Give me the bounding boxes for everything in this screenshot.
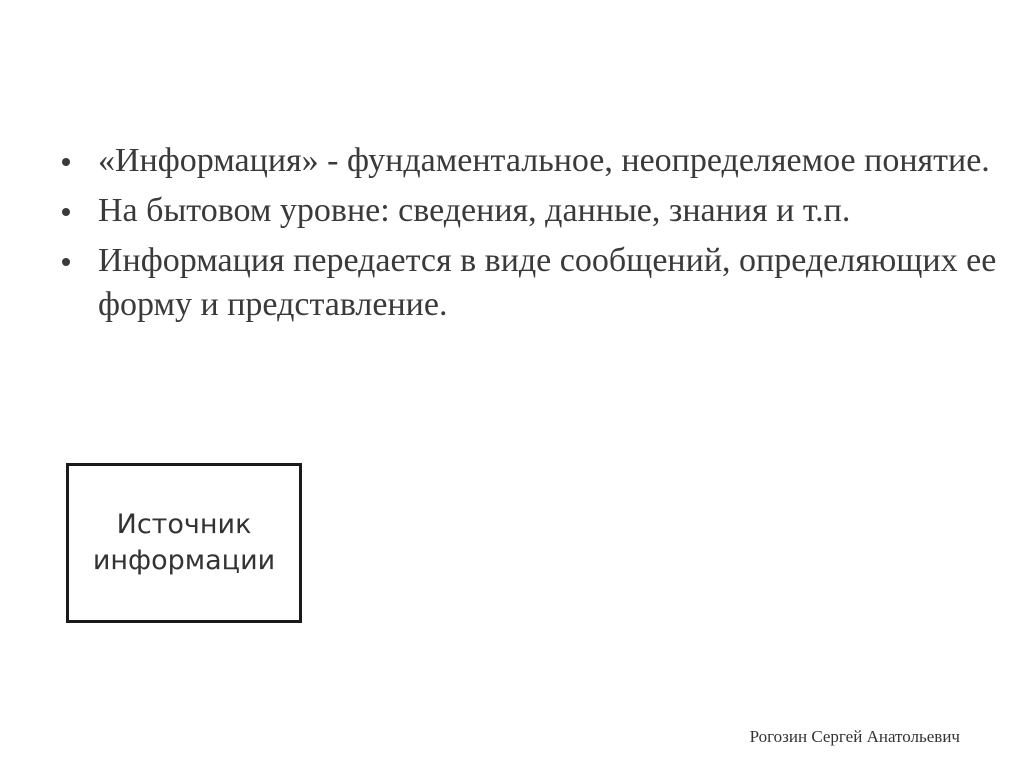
information-source-label: Источник информации bbox=[92, 509, 276, 576]
bullet-item bbox=[58, 139, 998, 183]
bullet-list bbox=[58, 139, 998, 333]
bullet-item bbox=[58, 239, 998, 327]
bullet-text: Информация передается в виде сообщений, определяющих ее форму и представление. bbox=[98, 242, 997, 323]
information-source-box bbox=[66, 463, 302, 623]
bullet-dot-icon bbox=[62, 258, 70, 266]
bullet-dot-icon bbox=[62, 208, 70, 216]
bullet-item bbox=[58, 189, 998, 233]
bullet-text: На бытовом уровне: сведения, данные, знания и т.п. bbox=[98, 192, 851, 229]
author-footer: Рогозин Сергей Анатольевич bbox=[749, 727, 960, 746]
bullet-dot-icon bbox=[62, 158, 70, 166]
bullet-text: «Информация» - фундаментальное, неопределяемое понятие. bbox=[98, 142, 990, 179]
